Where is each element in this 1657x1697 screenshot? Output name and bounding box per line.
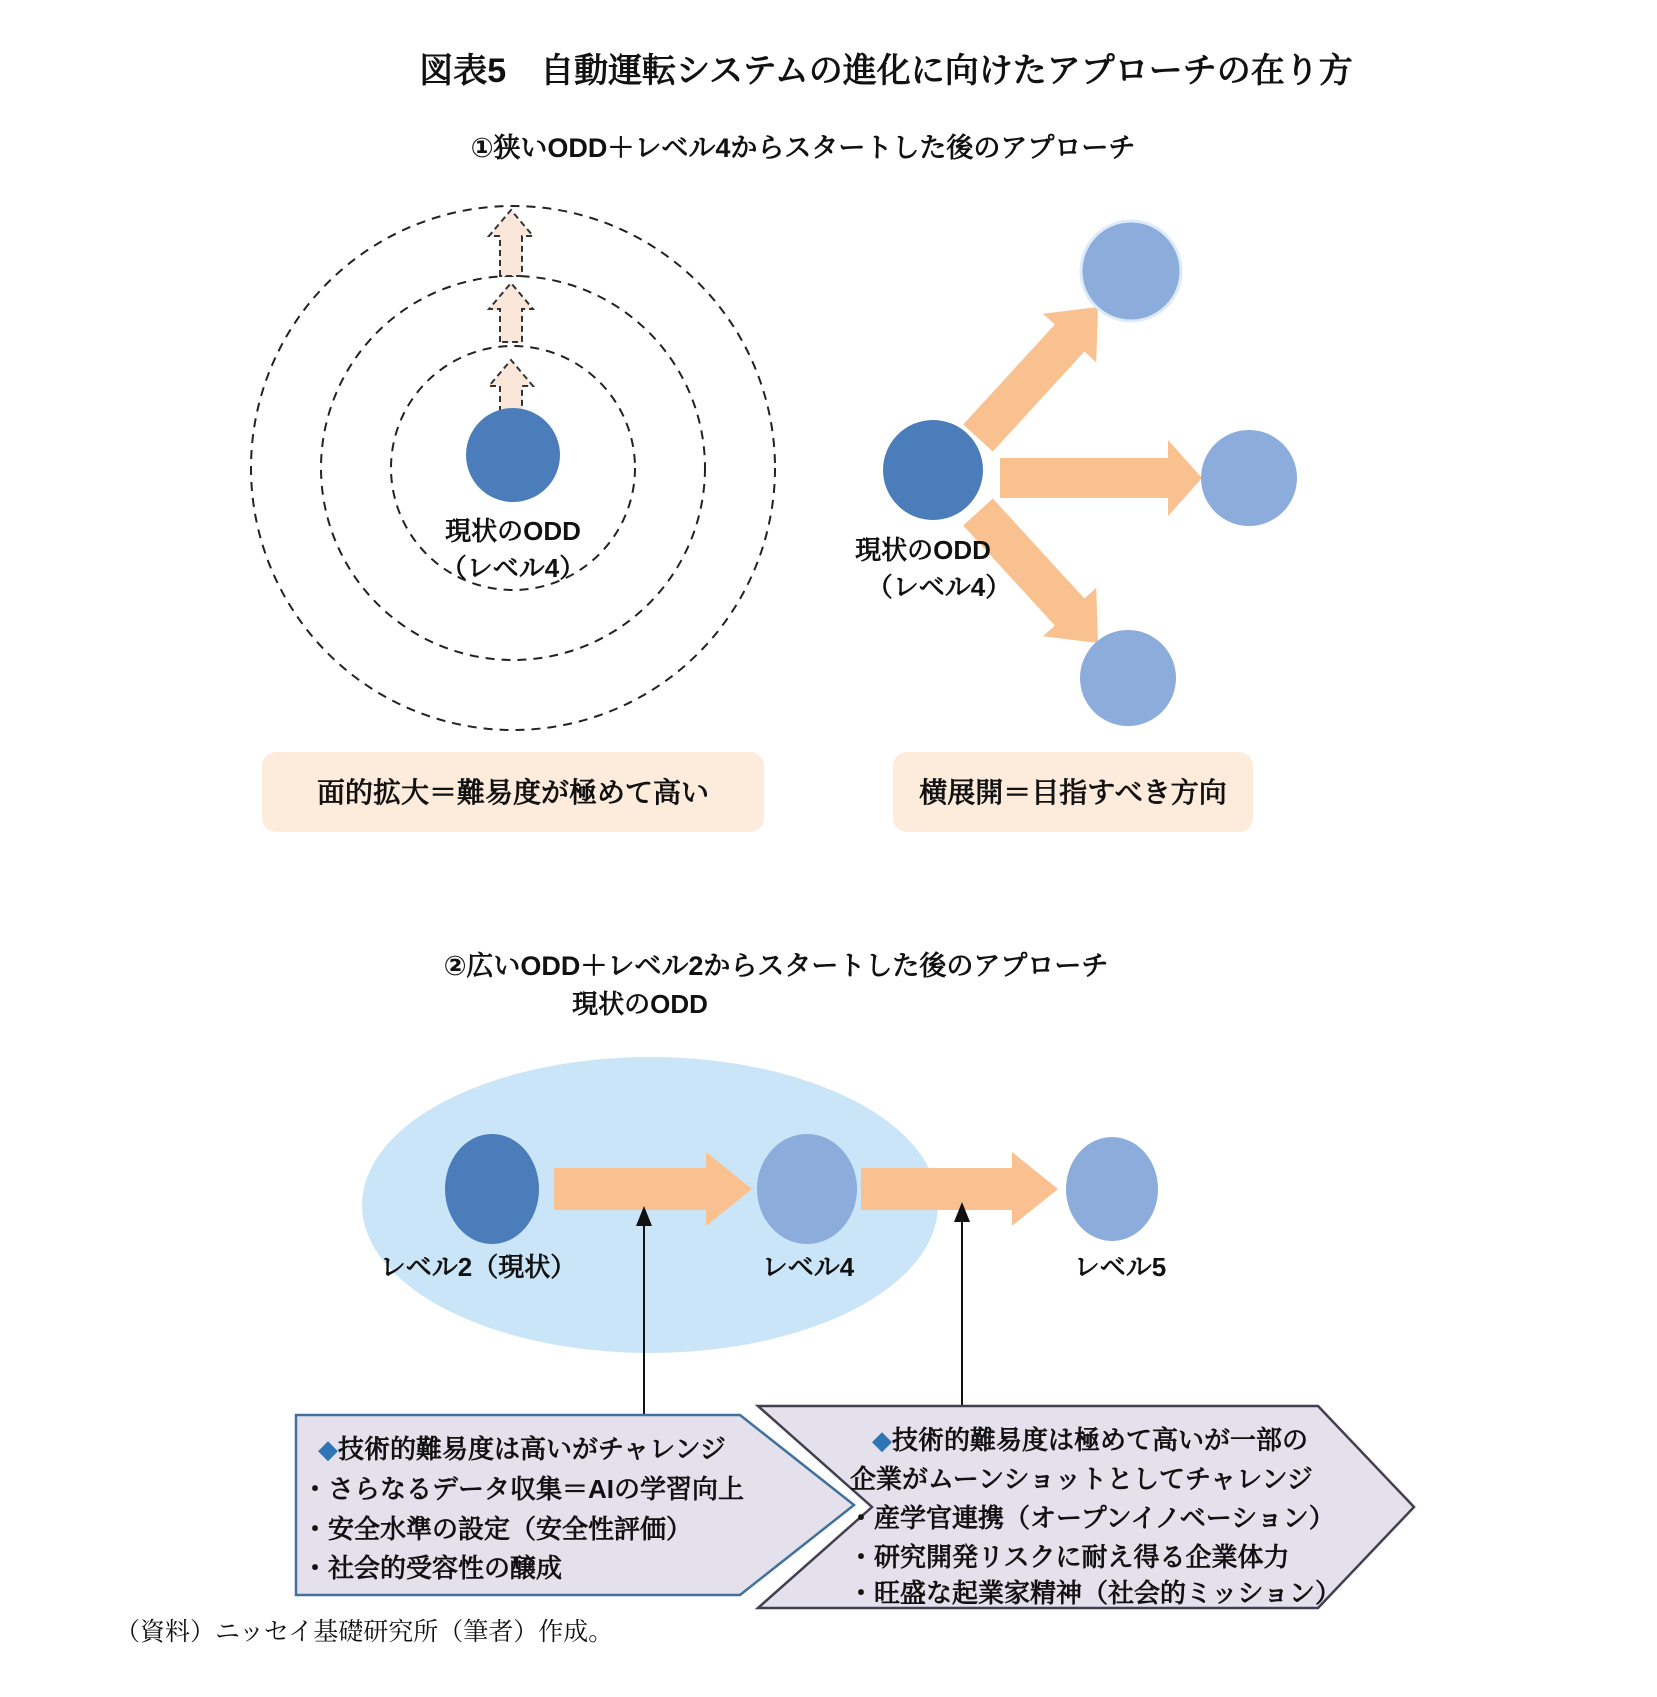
note-right-line1 bbox=[872, 1425, 1308, 1455]
note-right-line3: ・産学官連携（オープンイノベーション） bbox=[848, 1503, 1335, 1533]
diamond-icon: ◆ bbox=[872, 1425, 892, 1455]
note-box-right bbox=[758, 1406, 1414, 1608]
diamond-icon: ◆ bbox=[318, 1434, 338, 1464]
level5-label: レベル5 bbox=[1073, 1252, 1167, 1282]
level4-circle bbox=[757, 1134, 857, 1244]
note-right-line1-text: 技術的難易度は極めて高いが一部の bbox=[892, 1425, 1309, 1455]
note-right-line2: 企業がムーンショットとしてチャレンジ bbox=[850, 1464, 1313, 1494]
rollout-source-circle bbox=[883, 420, 983, 520]
rollout-odd-label-line2: （レベル4） bbox=[866, 572, 1012, 602]
level2-circle bbox=[445, 1134, 539, 1244]
note-left-line2: ・さらなるデータ収集＝AIの学習向上 bbox=[302, 1474, 745, 1504]
note-left-line3: ・安全水準の設定（安全性評価） bbox=[302, 1514, 693, 1544]
note-box-left bbox=[296, 1415, 854, 1595]
note-left-line1-text: 技術的難易度は高いがチャレンジ bbox=[338, 1434, 726, 1464]
expansion-caption-text: 面的拡大＝難易度が極めて高い bbox=[316, 777, 710, 808]
level4-label: レベル4 bbox=[761, 1252, 855, 1282]
figure-title: 図表5 自動運転システムの進化に向けたアプローチの在り方 bbox=[419, 52, 1353, 90]
current-odd-area-label: 現状のODD bbox=[572, 989, 708, 1019]
expansion-odd-label-line2: （レベル4） bbox=[440, 553, 586, 583]
note-right-line5: ・旺盛な起業家精神（社会的ミッション） bbox=[848, 1578, 1341, 1608]
rollout-target-circle-bottom bbox=[1080, 630, 1176, 726]
level2-label: レベル2（現状） bbox=[379, 1252, 577, 1282]
current-odd-circle bbox=[466, 408, 560, 502]
rollout-odd-label-line1: 現状のODD bbox=[855, 535, 991, 565]
note-right-line4: ・研究開発リスクに耐え得る企業体力 bbox=[848, 1542, 1290, 1572]
note-left-line1 bbox=[318, 1434, 726, 1464]
section2-heading: ②広いODD＋レベル2からスタートした後のアプローチ bbox=[443, 951, 1109, 981]
section1-heading: ①狭いODD＋レベル4からスタートした後のアプローチ bbox=[470, 133, 1136, 163]
rollout-target-circle-top bbox=[1081, 221, 1181, 321]
source-note: （資料）ニッセイ基礎研究所（筆者）作成。 bbox=[115, 1619, 614, 1646]
rollout-caption-text: 横展開＝目指すべき方向 bbox=[919, 777, 1227, 808]
note-left-line4: ・社会的受容性の醸成 bbox=[302, 1553, 563, 1583]
expansion-odd-label-line1: 現状のODD bbox=[445, 516, 581, 546]
level5-circle bbox=[1066, 1137, 1158, 1241]
rollout-target-circle-right bbox=[1201, 430, 1297, 526]
